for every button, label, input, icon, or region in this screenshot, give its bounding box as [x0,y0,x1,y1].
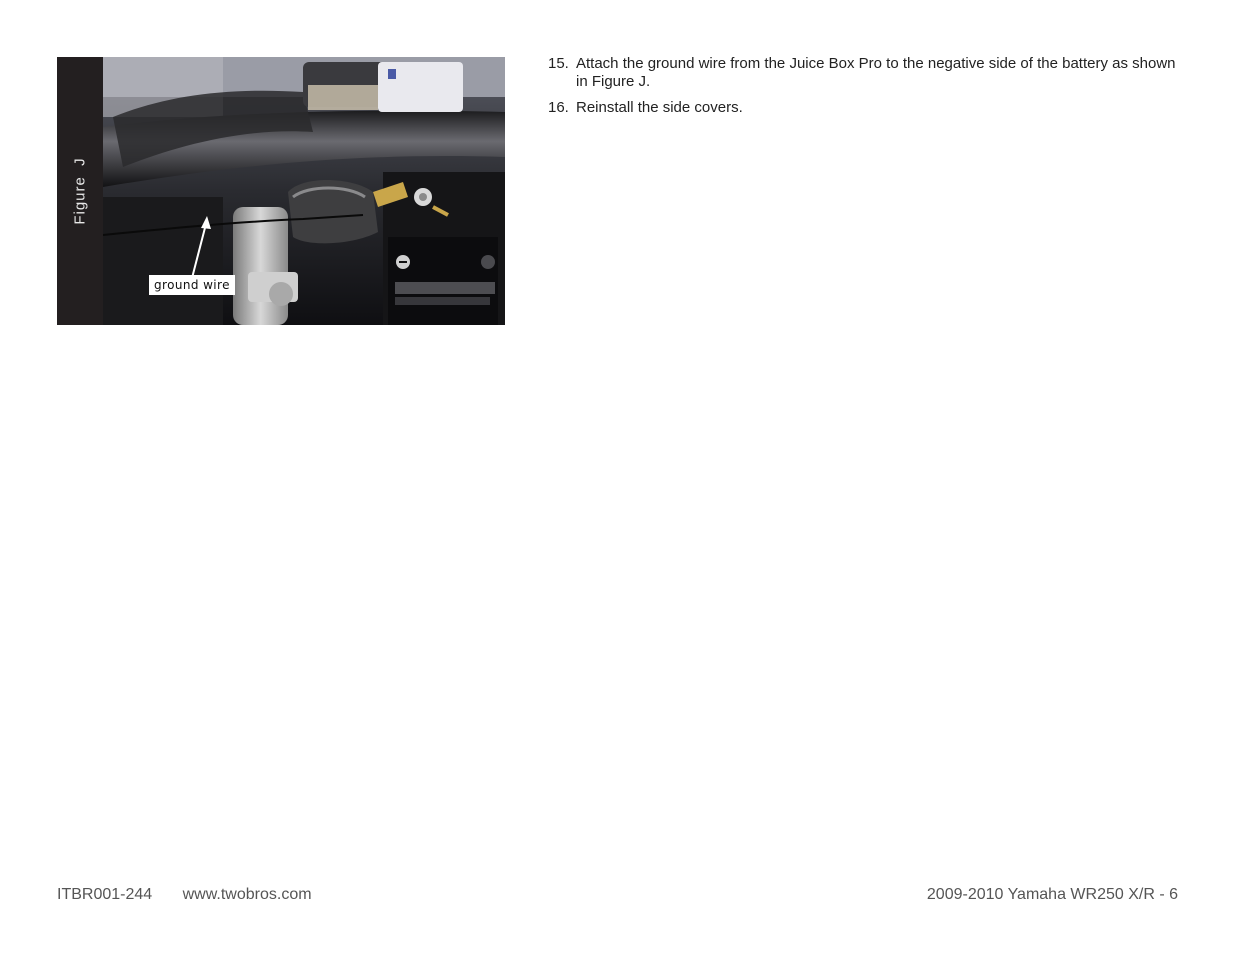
step-number: 16. [548,99,569,116]
step-16 [548,99,1178,117]
website-link[interactable]: www.twobros.com [182,886,312,903]
step-text: Attach the ground wire from the Juice Box Pro to the negative side of the battery as shown in Figure J. [576,55,1176,90]
part-number: ITBR001-244 [57,886,153,903]
figure-label: Figure J [71,157,89,225]
ground-wire-callout: ground wire [149,275,235,295]
instruction-steps [548,55,1178,125]
step-text: Reinstall the side covers. [576,99,743,116]
figure-label-bar [57,57,103,325]
footer-left [57,886,312,904]
step-number: 15. [548,55,569,72]
footer-model-page: 2009-2010 Yamaha WR250 X/R - 6 [926,886,1178,903]
figure-j [57,57,505,325]
step-15 [548,55,1178,91]
